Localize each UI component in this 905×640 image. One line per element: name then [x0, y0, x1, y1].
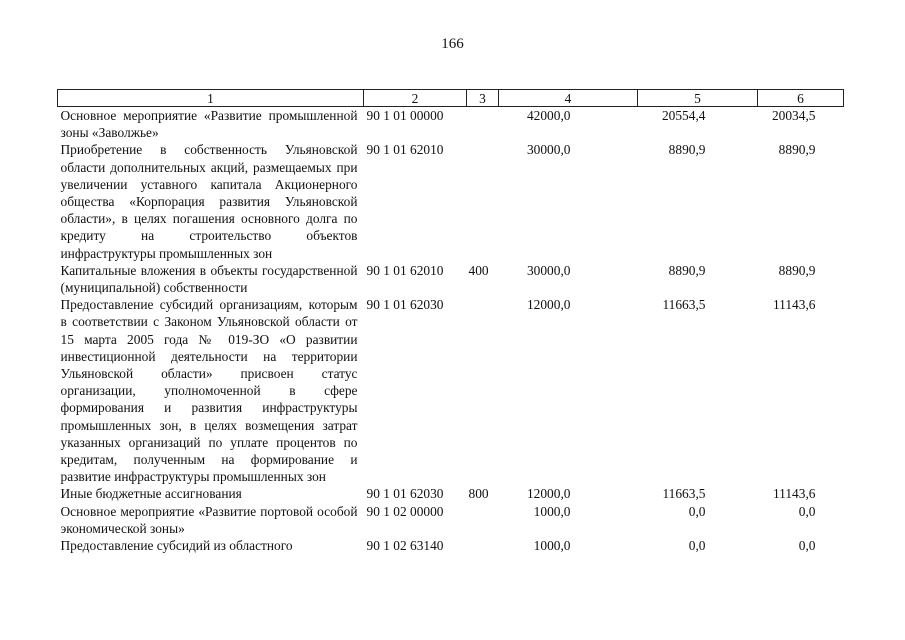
- row-value-col6: 20034,5: [771, 108, 816, 123]
- row-value-col5: 11663,5: [662, 486, 706, 502]
- header-col-6: 6: [758, 90, 844, 107]
- row-description: Основное мероприятие «Развитие портовой особой экономической зоны»: [60, 503, 358, 536]
- row-code: 90 1 01 62010: [366, 262, 444, 278]
- header-col-1: 1: [58, 90, 364, 107]
- row-value-col4: 1000,0: [533, 503, 571, 519]
- row-value-col6: 0,0: [798, 503, 816, 519]
- row-description: Предоставление субсидий организациям, которым в соответствии с Законом Ульяновской области от 15 марта 2005 года № 019-ЗО «О развитии инвестиционной деятельности на территории Ульяновской области» присвоен статус организации, уполномоченной в сфере формирования и развития инфраструктуры промышленных зон, в целях возмещения затрат указанных организаций по уплате процентов по кредитам, полученным на формирование и развитие инфраструктуры промышленных зон: [60, 297, 358, 485]
- row-type: 400: [468, 262, 489, 278]
- row-code: 90 1 02 00000: [366, 503, 444, 519]
- table-row: [58, 262, 844, 296]
- table-row: [58, 485, 844, 502]
- page-number: 166: [441, 36, 464, 52]
- row-value-col6: 11143,6: [772, 486, 816, 502]
- row-type: [467, 296, 499, 485]
- row-type: [467, 503, 499, 537]
- row-value-col6: 11143,6: [772, 297, 816, 313]
- row-description: Иные бюджетные ассигнования: [60, 486, 242, 502]
- header-row: [58, 90, 844, 107]
- row-value-col4: 42000,0: [526, 108, 571, 123]
- row-value-col4: 30000,0: [526, 142, 571, 158]
- table-row: [58, 537, 844, 554]
- row-type: [467, 537, 499, 554]
- row-description: Основное мероприятие «Развитие промышленной зоны «Заволжье»: [60, 108, 358, 141]
- row-value-col5: 0,0: [688, 538, 706, 554]
- row-value-col6: 8890,9: [778, 142, 816, 158]
- header-col-4: 4: [499, 90, 638, 107]
- header-col-5: 5: [638, 90, 758, 107]
- table-row: [58, 141, 844, 261]
- row-value-col6: 8890,9: [778, 262, 816, 278]
- row-code: 90 1 01 00000: [366, 108, 444, 123]
- row-value-col5: 20554,4: [661, 108, 706, 123]
- row-code: 90 1 01 62030: [366, 486, 444, 502]
- row-value-col5: 8890,9: [668, 262, 706, 278]
- row-value-col6: 0,0: [798, 538, 816, 554]
- row-value-col5: 0,0: [688, 503, 706, 519]
- row-code: 90 1 01 62010: [366, 142, 444, 158]
- header-col-2: 2: [364, 90, 467, 107]
- row-description: Приобретение в собственность Ульяновской области дополнительных акций, размещаемых при увеличении уставного капитала Акционерного общества «Корпорация развития Ульяновской области», в целях погашения основного долга по кредиту на строительство объектов инфраструктуры промышленных зон: [60, 142, 358, 261]
- table-row: [58, 107, 844, 142]
- table-row: [58, 503, 844, 537]
- row-value-col4: 12000,0: [526, 297, 571, 313]
- row-type: 800: [468, 486, 489, 502]
- row-code: 90 1 02 63140: [366, 538, 444, 554]
- row-value-col5: 8890,9: [668, 142, 706, 158]
- row-description: Капитальные вложения в объекты государственной (муниципальной) собственности: [60, 262, 358, 296]
- table-body: [58, 107, 844, 555]
- row-value-col4: 1000,0: [533, 538, 571, 554]
- row-value-col4: 12000,0: [526, 486, 571, 502]
- row-code: 90 1 01 62030: [366, 297, 444, 313]
- row-value-col4: 30000,0: [526, 262, 571, 278]
- row-value-col5: 11663,5: [662, 297, 706, 313]
- table-row: [58, 296, 844, 485]
- row-description: Предоставление субсидий из областного: [60, 538, 293, 554]
- budget-table: [57, 89, 844, 554]
- table-header: [58, 90, 844, 107]
- header-col-3: 3: [467, 90, 499, 107]
- row-type: [467, 107, 499, 142]
- row-type: [467, 141, 499, 261]
